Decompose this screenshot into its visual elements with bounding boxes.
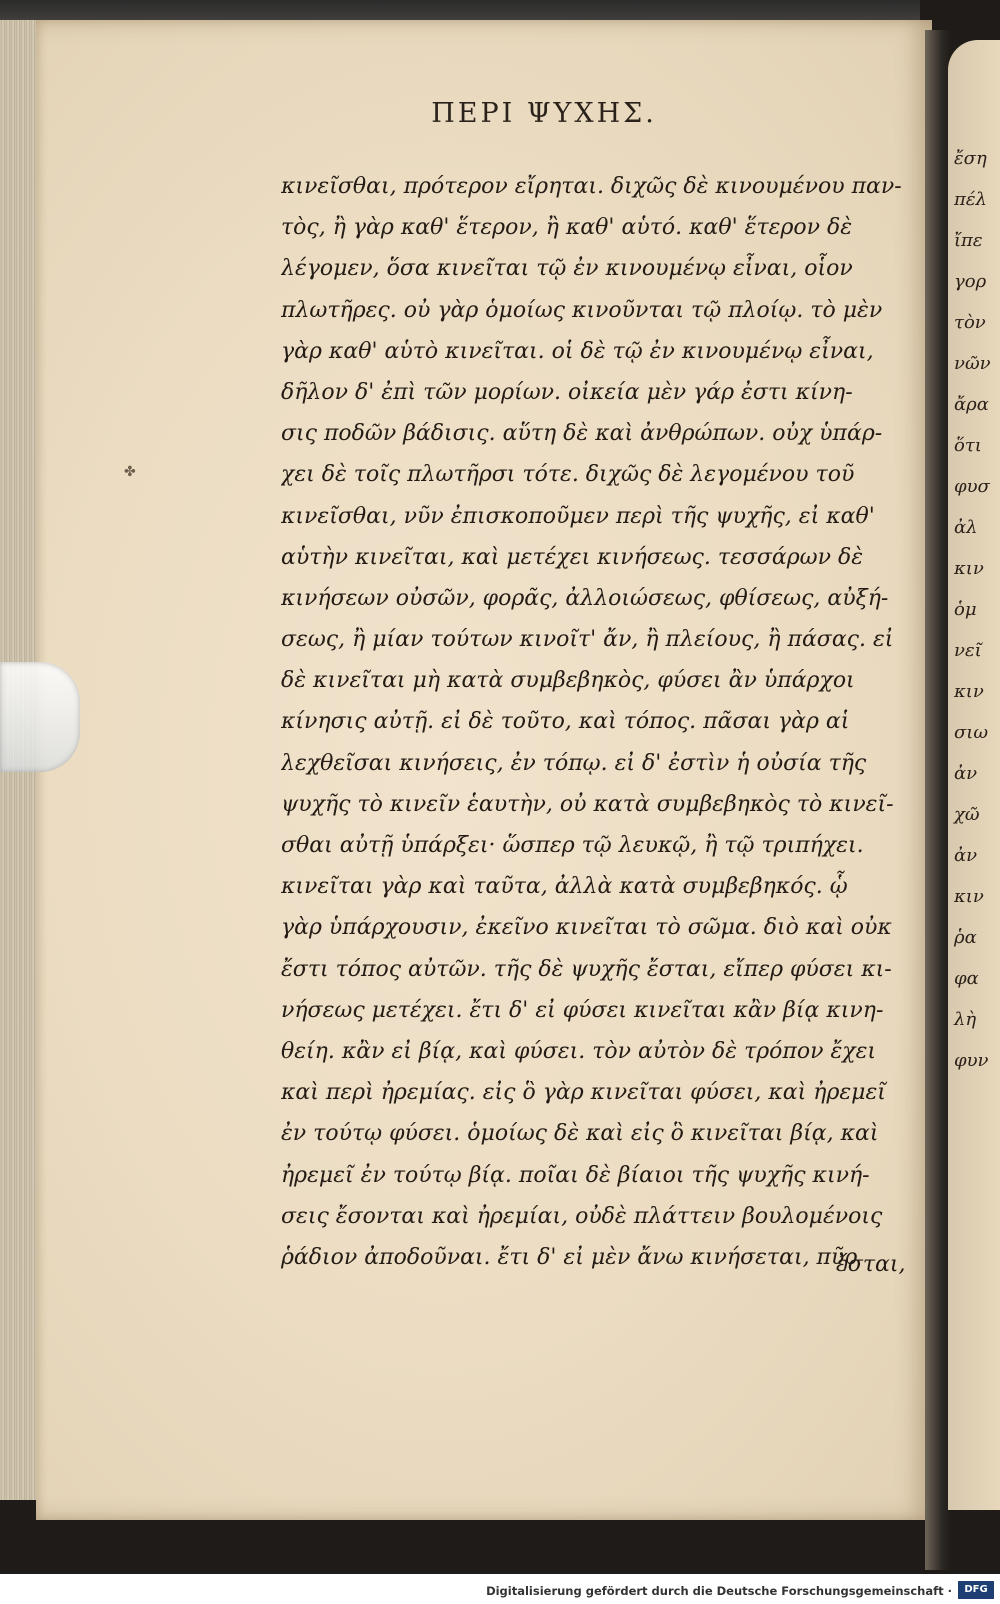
facing-page-fragment: ἔση bbox=[954, 148, 987, 169]
facing-page-fragment: φυσ bbox=[954, 476, 990, 497]
facing-page-fragment: νῶν bbox=[954, 353, 991, 374]
footer-bar bbox=[0, 1574, 1000, 1604]
facing-page-fragment: ἀν bbox=[954, 845, 978, 866]
facing-page-fragment: ὅτι bbox=[954, 435, 982, 456]
text-line: ψυχῆς τὸ κινεῖν ἑαυτὴν, οὐ κατὰ συμβεβηκὸς τὸ κινεῖ- bbox=[281, 791, 894, 817]
facing-page-fragment: ἄρα bbox=[954, 394, 989, 415]
text-line: καὶ περὶ ἠρεμίας. εἰς ὃ γὰρ κινεῖται φύσει, καὶ ἠρεμεῖ bbox=[281, 1080, 886, 1106]
running-head: ΠΕΡΙ ΨΥΧΗΣ. bbox=[431, 98, 657, 129]
text-line: κινεῖσθαι, πρότερον εἴρηται. διχῶς δὲ κινουμένου παν- bbox=[281, 174, 902, 199]
facing-page-fragment: λὴ bbox=[954, 1009, 977, 1030]
facing-page-fragment: ἀν bbox=[954, 763, 978, 784]
facing-page-edge bbox=[948, 40, 1000, 1510]
facing-page-fragment: κιν bbox=[954, 681, 984, 702]
text-line: ἠρεμεῖ ἐν τούτῳ βίᾳ. ποῖαι δὲ βίαιοι τῆς ψυχῆς κινή- bbox=[281, 1162, 870, 1188]
book-page bbox=[36, 20, 932, 1520]
dfg-logo: DFG bbox=[958, 1581, 994, 1599]
facing-page-fragment: γορ bbox=[954, 271, 987, 292]
text-line: σθαι αὐτῇ ὑπάρξει· ὥσπερ τῷ λευκῷ, ἢ τῷ τριπήχει. bbox=[281, 833, 864, 858]
facing-page-fragment: πέλ bbox=[954, 189, 987, 210]
text-line: κινήσεων οὐσῶν, φορᾶς, ἀλλοιώσεως, φθίσεως, αὐξή- bbox=[281, 585, 889, 611]
page-clip bbox=[0, 662, 80, 772]
facing-page-fragment: τὸν bbox=[954, 312, 986, 333]
text-line: αὑτὴν κινεῖται, καὶ μετέχει κινήσεως. τεσσάρων δὲ bbox=[281, 544, 864, 570]
text-line: ἔστι τόπος αὐτῶν. τῆς δὲ ψυχῆς ἔσται, εἴπερ φύσει κι- bbox=[281, 956, 892, 982]
facing-page-fragment: φυν bbox=[954, 1050, 989, 1071]
text-line: θείη. κἂν εἰ βίᾳ, καὶ φύσει. τὸν αὐτὸν δὲ τρόπον ἔχει bbox=[281, 1038, 877, 1064]
facing-page-fragment: φα bbox=[954, 968, 979, 989]
facing-page-fragment: κιν bbox=[954, 558, 984, 579]
stray-mark: ✤ bbox=[124, 464, 136, 480]
facing-page-fragment: κιν bbox=[954, 886, 984, 907]
text-line: κινεῖται γὰρ καὶ ταῦτα, ἀλλὰ κατὰ συμβεβηκός. ᾧ bbox=[281, 874, 848, 900]
text-line: ῥάδιον ἀποδοῦναι. ἔτι δ' εἰ μὲν ἄνω κινήσεται, πῦρ bbox=[281, 1244, 858, 1270]
text-line: γὰρ καθ' αὑτὸ κινεῖται. οἱ δὲ τῷ ἐν κινουμένῳ εἶναι, bbox=[281, 338, 874, 364]
text-line: γὰρ ὑπάρχουσιν, ἐκεῖνο κινεῖται τὸ σῶμα. διὸ καὶ οὐκ bbox=[281, 915, 892, 941]
text-line: ἐν τούτῳ φύσει. ὁμοίως δὲ καὶ εἰς ὃ κινεῖται βίᾳ, καὶ bbox=[281, 1121, 879, 1147]
facing-page-fragment: ὁμ bbox=[954, 599, 977, 620]
facing-page-fragment: ἀλ bbox=[954, 517, 978, 538]
facing-page-fragment: σιω bbox=[954, 722, 989, 743]
text-line: δῆλον δ' ἐπὶ τῶν μορίων. οἰκεία μὲν γάρ ἐστι κίνη- bbox=[281, 379, 853, 405]
text-line: χει δὲ τοῖς πλωτῆρσι τότε. διχῶς δὲ λεγομένου τοῦ bbox=[281, 462, 855, 488]
text-line: κίνησις αὐτῇ. εἰ δὲ τοῦτο, καὶ τόπος. πᾶσαι γὰρ αἱ bbox=[281, 709, 850, 735]
text-line: σεις ἔσονται καὶ ἠρεμίαι, οὐδὲ πλάττειν βουλομένοις bbox=[281, 1203, 883, 1229]
funding-credit: Digitalisierung gefördert durch die Deutsche Forschungsgemeinschaft · bbox=[486, 1584, 952, 1598]
facing-page-fragment: νεῖ bbox=[954, 640, 982, 661]
text-line: νήσεως μετέχει. ἔτι δ' εἰ φύσει κινεῖται κἂν βίᾳ κινη- bbox=[281, 997, 884, 1023]
catchword: ἔσται, bbox=[836, 1252, 906, 1277]
text-line: λέγομεν, ὅσα κινεῖται τῷ ἐν κινουμένῳ εἶναι, οἷον bbox=[281, 256, 853, 282]
text-line: λεχθεῖσαι κινήσεις, ἐν τόπῳ. εἰ δ' ἐστὶν ἡ οὐσία τῆς bbox=[281, 750, 867, 776]
greek-text-block bbox=[281, 166, 921, 1278]
facing-page-fragment: χῶ bbox=[954, 804, 980, 825]
text-line: σεως, ἢ μίαν τούτων κινοῖτ' ἄν, ἢ πλείους, ἢ πάσας. εἰ bbox=[281, 627, 894, 653]
text-line: κινεῖσθαι, νῦν ἐπισκοποῦμεν περὶ τῆς ψυχῆς, εἰ καθ' bbox=[281, 503, 875, 529]
facing-page-fragment: ῥα bbox=[954, 927, 977, 948]
text-line: σις ποδῶν βάδισις. αὕτη δὲ καὶ ἀνθρώπων. οὐχ ὑπάρ- bbox=[281, 421, 883, 447]
text-line: πλωτῆρες. οὐ γὰρ ὁμοίως κινοῦνται τῷ πλοίῳ. τὸ μὲν bbox=[281, 297, 883, 323]
text-line: τὸς, ἢ γὰρ καθ' ἕτερον, ἢ καθ' αὑτό. καθ' ἕτερον δὲ bbox=[281, 215, 853, 241]
facing-page-fragment: ἴπε bbox=[954, 230, 983, 251]
text-line: δὲ κινεῖται μὴ κατὰ συμβεβηκὸς, φύσει ἂν ὑπάρχοι bbox=[281, 668, 855, 694]
